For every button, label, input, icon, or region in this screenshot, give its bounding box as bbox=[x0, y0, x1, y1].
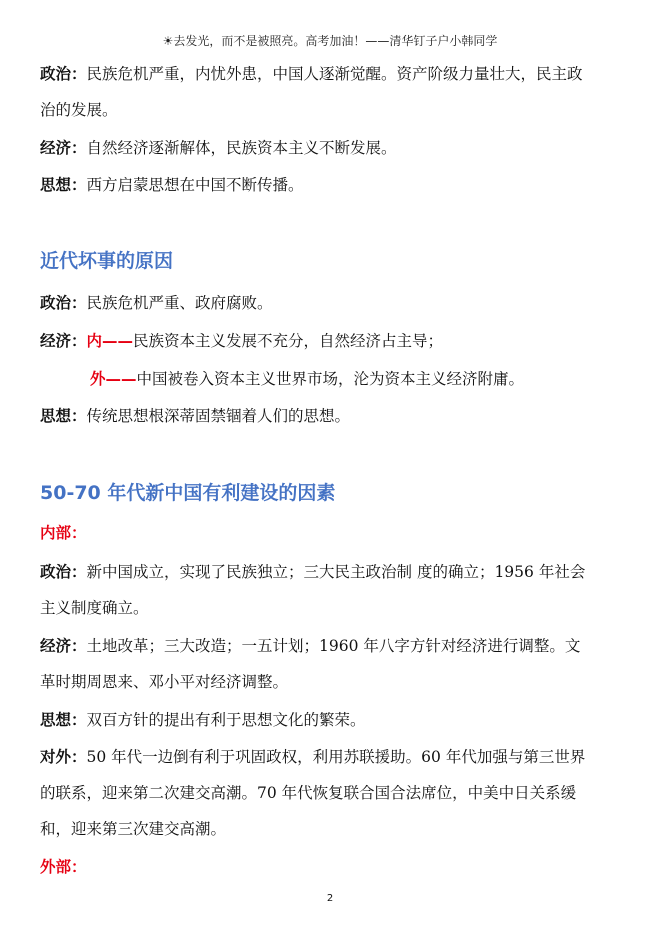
s3-politics-label: 政治： bbox=[40, 563, 87, 581]
s2-thought-text: 传统思想根深蒂固禁锢着人们的思想。 bbox=[86, 407, 351, 425]
s2-outer-text: 中国被卷入资本主义世界市场，沦为资本主义经济附庸。 bbox=[136, 370, 525, 388]
s1-thought-text: 西方启蒙思想在中国不断传播。 bbox=[86, 176, 304, 194]
s3-foreign-line2: 的联系，迎来第二次建交高潮。70 年代恢复联合国合法席位，中美中日关系缓 bbox=[40, 784, 577, 802]
s1-economy-line bbox=[40, 137, 630, 159]
s1-politics-label: 政治： bbox=[40, 65, 87, 83]
s3-thought-label: 思想： bbox=[40, 711, 87, 729]
s2-inner-label: 内—— bbox=[86, 332, 134, 350]
s3-foreign-line1 bbox=[40, 746, 630, 768]
s3-foreign-label: 对外： bbox=[40, 748, 87, 766]
s3-politics-text1: 新中国成立，实现了民族独立；三大民主政治制 度的确立；1956 年社会 bbox=[86, 563, 586, 581]
s1-politics-line2: 治的发展。 bbox=[40, 101, 118, 119]
s3-foreign-line3: 和，迎来第三次建交高潮。 bbox=[40, 820, 227, 838]
s1-thought-label: 思想： bbox=[40, 176, 87, 194]
s2-economy-line bbox=[40, 330, 630, 352]
s2-thought-label: 思想： bbox=[40, 407, 87, 425]
s3-politics-line1 bbox=[40, 561, 630, 583]
s3-politics-line2: 主义制度确立。 bbox=[40, 599, 149, 617]
s3-heading: 50-70 年代新中国有利建设的因素 bbox=[40, 482, 336, 504]
s3-economy-text1: 土地改革；三大改造；一五计划；1960 年八字方针对经济进行调整。文 bbox=[86, 637, 581, 655]
s1-thought-line bbox=[40, 174, 630, 196]
s3-external-label: 外部： bbox=[40, 858, 87, 876]
s2-outer-label: 外—— bbox=[90, 370, 137, 388]
s3-thought-text: 双百方针的提出有利于思想文化的繁荣。 bbox=[86, 711, 366, 729]
s2-politics-text: 民族危机严重、政府腐败。 bbox=[86, 294, 273, 312]
s3-thought-line bbox=[40, 709, 630, 731]
s3-economy-line2: 革时期周恩来、邓小平对经济调整。 bbox=[40, 673, 289, 691]
s3-economy-line1 bbox=[40, 635, 630, 657]
s2-outer-line bbox=[90, 368, 660, 390]
s3-economy-label: 经济： bbox=[40, 637, 87, 655]
s3-internal-label: 内部： bbox=[40, 524, 87, 542]
s1-economy-text: 自然经济逐渐解体，民族资本主义不断发展。 bbox=[86, 139, 397, 157]
s1-politics-text1: 民族危机严重，内忧外患，中国人逐渐觉醒。资产阶级力量壮大，民主政 bbox=[86, 65, 583, 83]
s2-economy-label: 经济： bbox=[40, 332, 87, 350]
s1-economy-label: 经济： bbox=[40, 139, 87, 157]
s2-politics-label: 政治： bbox=[40, 294, 87, 312]
s2-politics-line bbox=[40, 292, 630, 314]
s3-foreign-text1: 50 年代一边倒有利于巩固政权，利用苏联援助。60 年代加强与第三世界 bbox=[86, 748, 586, 766]
page-header-motto: ☀去发光，而不是被照亮。高考加油！——清华钉子户小韩同学 bbox=[162, 34, 498, 48]
s2-thought-line bbox=[40, 405, 630, 427]
s2-heading: 近代坏事的原因 bbox=[40, 250, 174, 272]
s2-inner-text: 民族资本主义发展不充分，自然经济占主导； bbox=[133, 332, 444, 350]
page-number: 2 bbox=[326, 893, 334, 904]
s1-politics-line1 bbox=[40, 63, 630, 85]
